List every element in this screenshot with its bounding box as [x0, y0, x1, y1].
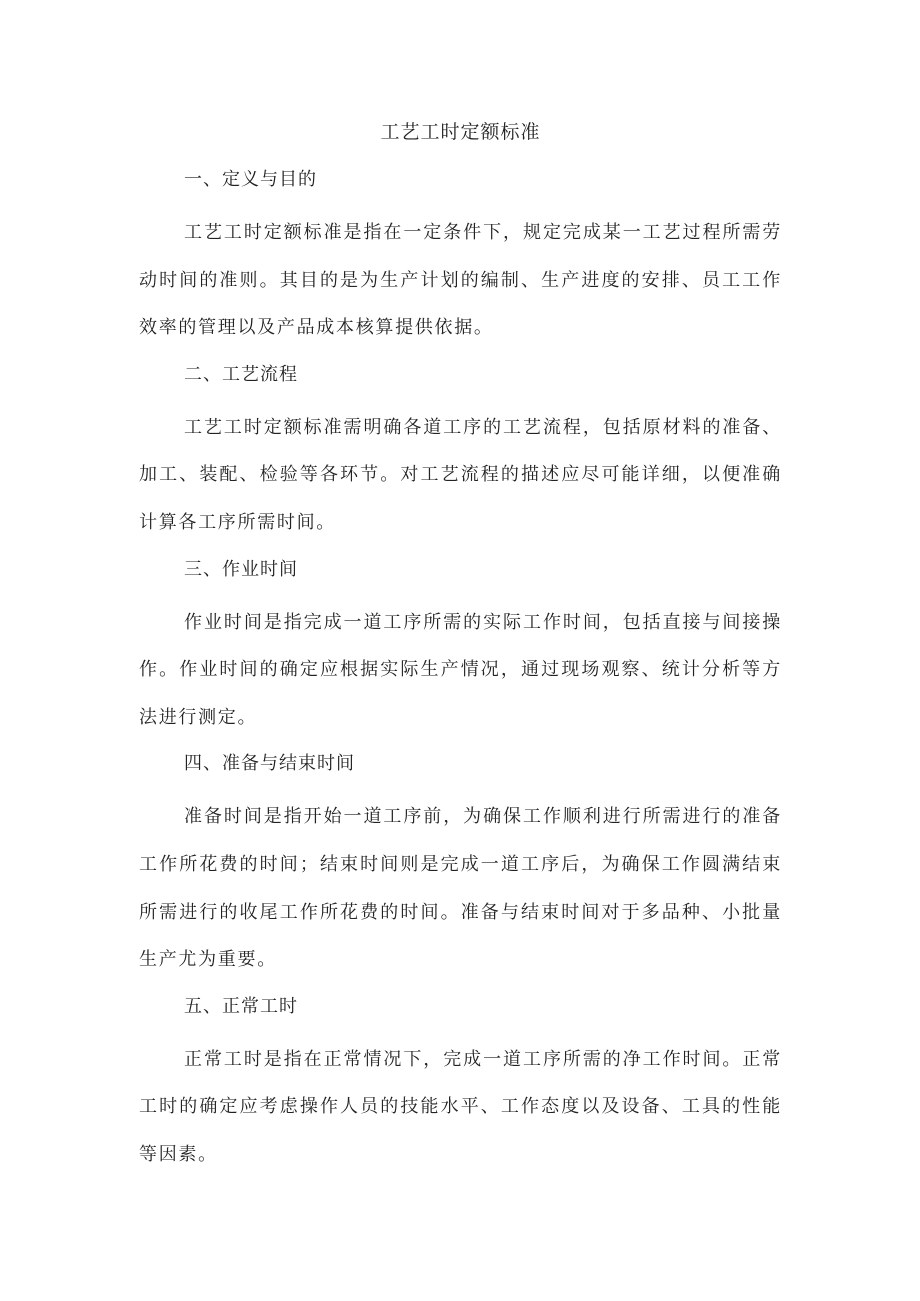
section-paragraph: 正常工时是指在正常情况下，完成一道工序所需的净工作时间。正常工时的确定应考虑操作人员的技能水平、工作态度以及设备、工具的性能等因素。: [139, 1048, 782, 1165]
section-operation-time: [139, 551, 782, 742]
section-normal-time: [139, 988, 782, 1179]
section-definition: [139, 161, 782, 352]
section-paragraph: 工艺工时定额标准是指在一定条件下，规定完成某一工艺过程所需劳动时间的准则。其目的是为生产计划的编制、生产进度的安排、员工工作效率的管理以及产品成本核算提供依据。: [139, 222, 782, 339]
section-paragraph: 作业时间是指完成一道工序所需的实际工作时间，包括直接与间接操作。作业时间的确定应根据实际生产情况，通过现场观察、统计分析等方法进行测定。: [139, 611, 782, 728]
section-prep-finish-time: [139, 745, 782, 983]
section-heading: 五、正常工时: [184, 995, 298, 1017]
document-content: [139, 114, 782, 1183]
section-paragraph: 工艺工时定额标准需明确各道工序的工艺流程，包括原材料的准备、加工、装配、检验等各环节。对工艺流程的描述应尽可能详细，以便准确计算各工序所需时间。: [139, 416, 782, 533]
section-process-flow: [139, 356, 782, 547]
section-paragraph: 准备时间是指开始一道工序前，为确保工作顺利进行所需进行的准备工作所花费的时间；结束时间则是完成一道工序后，为确保工作圆满结束所需进行的收尾工作所花费的时间。准备与结束时间对于多品种、小批量生产尤为重要。: [139, 806, 782, 971]
section-heading: 四、准备与结束时间: [184, 753, 355, 775]
document-title: 工艺工时定额标准: [380, 121, 541, 143]
section-heading: 三、作业时间: [184, 558, 298, 580]
section-heading: 一、定义与目的: [184, 169, 317, 190]
section-heading: 二、工艺流程: [184, 363, 298, 385]
